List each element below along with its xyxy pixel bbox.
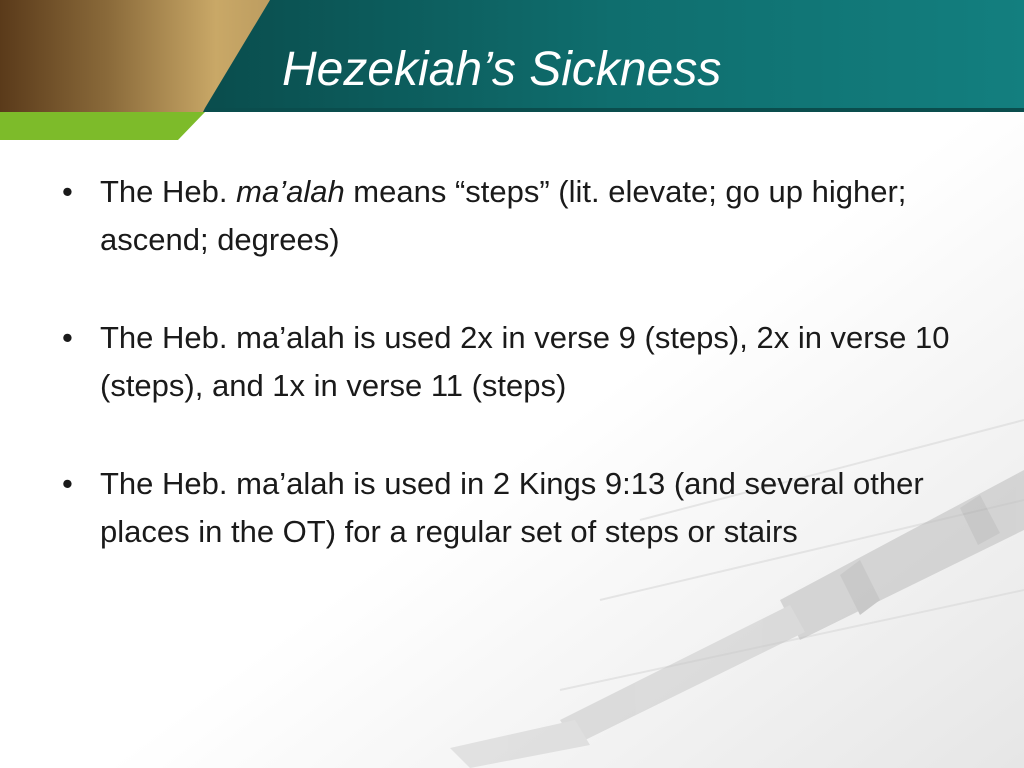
bullet-marker: • bbox=[62, 174, 73, 209]
bullet-text-prefix: The Heb. bbox=[100, 174, 237, 209]
bullet-text-suffix: means “steps” (lit. elevate; go up higher; ascend; degrees) bbox=[100, 174, 907, 257]
bullet-item-maalah-meaning bbox=[58, 168, 978, 264]
bullet-item-verse-usage bbox=[58, 314, 978, 410]
bullet-item-kings-reference bbox=[58, 460, 978, 556]
bullet-text-emphasis: ma’alah bbox=[236, 174, 345, 209]
slide-title: Hezekiah’s Sickness bbox=[282, 43, 722, 96]
bullet-list bbox=[58, 168, 978, 606]
bullet-marker: • bbox=[62, 466, 73, 501]
bullet-marker: • bbox=[62, 320, 73, 355]
bullet-text: The Heb. ma’alah is used in 2 Kings 9:13 (and several other places in the OT) for a regular set of steps or stairs bbox=[100, 466, 924, 549]
bullet-text: The Heb. ma’alah is used 2x in verse 9 (steps), 2x in verse 10 (steps), and 1x in verse 11 (steps) bbox=[100, 320, 950, 403]
